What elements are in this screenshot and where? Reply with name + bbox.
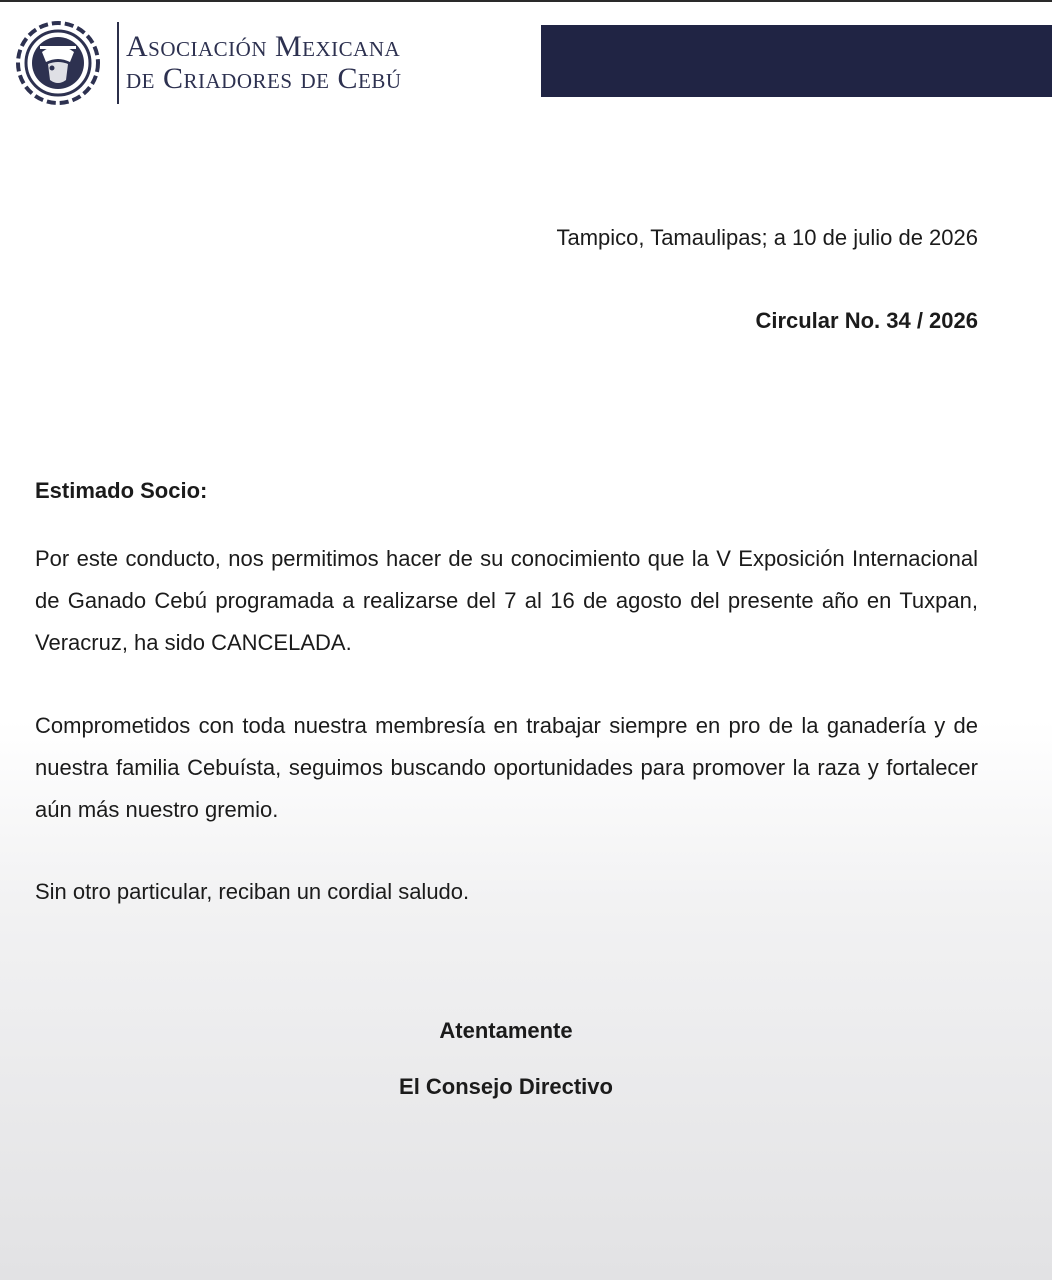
organization-name: [126, 31, 402, 95]
paragraph-farewell: Sin otro particular, reciban un cordial saludo.: [35, 879, 470, 904]
letter-date: Tampico, Tamaulipas; a 10 de julio de 2026: [556, 225, 978, 250]
organization-name-line-1: Asociación Mexicana: [126, 30, 401, 63]
organization-name-line-2: de Criadores de Cebú: [126, 62, 402, 95]
salutation: Estimado Socio:: [35, 478, 208, 503]
closing: Atentamente: [439, 1018, 573, 1043]
circular-number: Circular No. 34 / 2026: [755, 308, 978, 333]
signature: El Consejo Directivo: [399, 1074, 613, 1099]
paragraph-announcement: Por este conducto, nos permitimos hacer de su conocimiento que la V Exposición Internacional de Ganado Cebú programada a realizarse del 7 al 16 de agosto del presente año en Tuxpan, Veracruz, ha sido CANCELADA.: [35, 546, 978, 655]
zebu-head-seal-icon: [12, 18, 108, 106]
header-color-bar: [541, 25, 1052, 97]
letterhead: [0, 0, 1052, 110]
paragraph-commitment: Comprometidos con toda nuestra membresía en trabajar siempre en pro de la ganadería y de nuestra familia Cebuísta, seguimos buscando oportunidades para promover la raza y fortalecer aún más nuestro gremio.: [35, 713, 978, 822]
header-divider: [117, 22, 119, 104]
